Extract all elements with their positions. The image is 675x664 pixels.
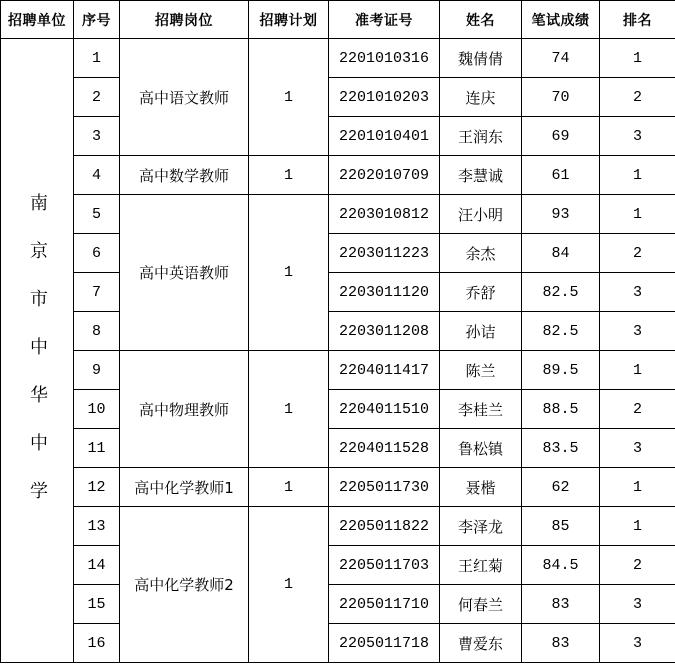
name-cell: 连庆 xyxy=(440,78,522,117)
table-row xyxy=(1,390,675,429)
ticket-cell: 2205011822 xyxy=(329,507,440,546)
ticket-cell: 2205011718 xyxy=(329,624,440,663)
seq-cell: 8 xyxy=(74,312,120,351)
rank-cell: 1 xyxy=(600,39,675,78)
score-cell: 83 xyxy=(522,585,600,624)
name-cell: 李桂兰 xyxy=(440,390,522,429)
name-cell: 孙诘 xyxy=(440,312,522,351)
name-cell: 李慧诚 xyxy=(440,156,522,195)
table-row xyxy=(1,78,675,117)
rank-cell: 3 xyxy=(600,117,675,156)
position-cell: 高中英语教师 xyxy=(120,195,249,351)
table-row xyxy=(1,156,675,195)
name-cell: 曹爱东 xyxy=(440,624,522,663)
score-cell: 61 xyxy=(522,156,600,195)
header-score: 笔试成绩 xyxy=(522,1,600,39)
rank-cell: 1 xyxy=(600,156,675,195)
seq-cell: 12 xyxy=(74,468,120,507)
score-cell: 82.5 xyxy=(522,273,600,312)
header-rank: 排名 xyxy=(600,1,675,39)
plan-cell: 1 xyxy=(249,351,329,468)
ticket-cell: 2205011703 xyxy=(329,546,440,585)
score-cell: 70 xyxy=(522,78,600,117)
score-cell: 84 xyxy=(522,234,600,273)
name-cell: 聂楷 xyxy=(440,468,522,507)
name-cell: 王红菊 xyxy=(440,546,522,585)
table-row xyxy=(1,39,675,78)
name-cell: 汪小明 xyxy=(440,195,522,234)
name-cell: 鲁松镇 xyxy=(440,429,522,468)
seq-cell: 11 xyxy=(74,429,120,468)
ticket-cell: 2201010316 xyxy=(329,39,440,78)
rank-cell: 3 xyxy=(600,585,675,624)
table-row xyxy=(1,234,675,273)
score-cell: 88.5 xyxy=(522,390,600,429)
ticket-cell: 2204011528 xyxy=(329,429,440,468)
table-row xyxy=(1,624,675,663)
position-cell: 高中语文教师 xyxy=(120,39,249,156)
seq-cell: 3 xyxy=(74,117,120,156)
name-cell: 王润东 xyxy=(440,117,522,156)
position-cell: 高中化学教师2 xyxy=(120,507,249,663)
rank-cell: 3 xyxy=(600,624,675,663)
score-cell: 74 xyxy=(522,39,600,78)
name-cell: 余杰 xyxy=(440,234,522,273)
table-row xyxy=(1,429,675,468)
rank-cell: 1 xyxy=(600,507,675,546)
seq-cell: 14 xyxy=(74,546,120,585)
table-row xyxy=(1,546,675,585)
name-cell: 魏倩倩 xyxy=(440,39,522,78)
seq-cell: 10 xyxy=(74,390,120,429)
header-unit: 招聘单位 xyxy=(1,1,74,39)
table-row xyxy=(1,312,675,351)
rank-cell: 1 xyxy=(600,195,675,234)
ticket-cell: 2203011208 xyxy=(329,312,440,351)
ticket-cell: 2202010709 xyxy=(329,156,440,195)
score-cell: 89.5 xyxy=(522,351,600,390)
ticket-cell: 2203010812 xyxy=(329,195,440,234)
seq-cell: 5 xyxy=(74,195,120,234)
table-row xyxy=(1,507,675,546)
seq-cell: 9 xyxy=(74,351,120,390)
table-row xyxy=(1,195,675,234)
seq-cell: 4 xyxy=(74,156,120,195)
score-cell: 83 xyxy=(522,624,600,663)
seq-cell: 6 xyxy=(74,234,120,273)
position-cell: 高中化学教师1 xyxy=(120,468,249,507)
ticket-cell: 2204011417 xyxy=(329,351,440,390)
rank-cell: 2 xyxy=(600,390,675,429)
score-cell: 83.5 xyxy=(522,429,600,468)
header-seq: 序号 xyxy=(74,1,120,39)
score-cell: 93 xyxy=(522,195,600,234)
ticket-cell: 2201010203 xyxy=(329,78,440,117)
ticket-cell: 2203011120 xyxy=(329,273,440,312)
rank-cell: 2 xyxy=(600,546,675,585)
ticket-cell: 2201010401 xyxy=(329,117,440,156)
header-position: 招聘岗位 xyxy=(120,1,249,39)
name-cell: 李泽龙 xyxy=(440,507,522,546)
position-cell: 高中物理教师 xyxy=(120,351,249,468)
score-cell: 82.5 xyxy=(522,312,600,351)
ticket-cell: 2205011730 xyxy=(329,468,440,507)
seq-cell: 7 xyxy=(74,273,120,312)
rank-cell: 3 xyxy=(600,312,675,351)
table-row xyxy=(1,468,675,507)
table-row xyxy=(1,585,675,624)
seq-cell: 2 xyxy=(74,78,120,117)
rank-cell: 2 xyxy=(600,78,675,117)
score-cell: 62 xyxy=(522,468,600,507)
position-cell: 高中数学教师 xyxy=(120,156,249,195)
plan-cell: 1 xyxy=(249,468,329,507)
name-cell: 何春兰 xyxy=(440,585,522,624)
score-cell: 84.5 xyxy=(522,546,600,585)
rank-cell: 3 xyxy=(600,429,675,468)
name-cell: 乔舒 xyxy=(440,273,522,312)
plan-cell: 1 xyxy=(249,156,329,195)
rank-cell: 2 xyxy=(600,234,675,273)
plan-cell: 1 xyxy=(249,507,329,663)
seq-cell: 15 xyxy=(74,585,120,624)
plan-cell: 1 xyxy=(249,39,329,156)
unit-name: 南京市中华中学 xyxy=(27,192,48,529)
ticket-cell: 2203011223 xyxy=(329,234,440,273)
header-row xyxy=(1,1,675,39)
header-ticket: 准考证号 xyxy=(329,1,440,39)
rank-cell: 1 xyxy=(600,351,675,390)
table-row xyxy=(1,117,675,156)
unit-cell xyxy=(1,39,74,663)
ticket-cell: 2204011510 xyxy=(329,390,440,429)
header-name: 姓名 xyxy=(440,1,522,39)
seq-cell: 13 xyxy=(74,507,120,546)
table-row xyxy=(1,273,675,312)
plan-cell: 1 xyxy=(249,195,329,351)
score-cell: 85 xyxy=(522,507,600,546)
seq-cell: 16 xyxy=(74,624,120,663)
seq-cell: 1 xyxy=(74,39,120,78)
rank-cell: 1 xyxy=(600,468,675,507)
score-cell: 69 xyxy=(522,117,600,156)
rank-cell: 3 xyxy=(600,273,675,312)
ticket-cell: 2205011710 xyxy=(329,585,440,624)
header-plan: 招聘计划 xyxy=(249,1,329,39)
table-row xyxy=(1,351,675,390)
name-cell: 陈兰 xyxy=(440,351,522,390)
